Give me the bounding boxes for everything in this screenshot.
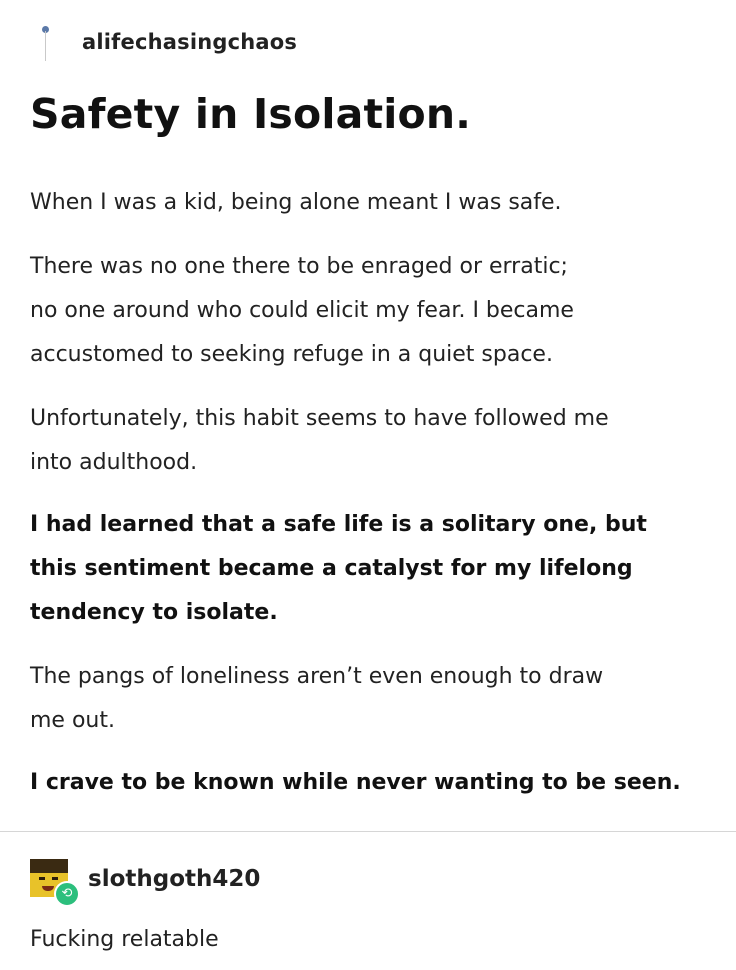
paragraph-6 <box>30 761 681 805</box>
pin-avatar-icon[interactable] <box>34 22 56 62</box>
avatar-hair <box>30 859 68 873</box>
reblog-username[interactable]: slothgoth420 <box>88 866 261 892</box>
paragraph-line: There was no one there to be enraged or erratic; <box>30 254 568 279</box>
paragraph-line: no one around who could elicit my fear. I became <box>30 298 574 323</box>
paragraph-line: I crave to be known while never wanting to be seen. <box>30 770 681 795</box>
paragraph-line: Unfortunately, this habit seems to have followed me <box>30 406 609 431</box>
post-header <box>34 22 297 62</box>
paragraph-line: I had learned that a safe life is a solitary one, but <box>30 512 647 537</box>
paragraph-line: into adulthood. <box>30 450 198 475</box>
reblog-divider <box>0 831 736 832</box>
pin-stem <box>45 31 46 61</box>
paragraph-line: me out. <box>30 708 115 733</box>
post-username[interactable]: alifechasingchaos <box>82 30 298 54</box>
paragraph-line: accustomed to seeking refuge in a quiet space. <box>30 342 553 367</box>
paragraph-line: When I was a kid, being alone meant I was safe. <box>30 190 562 215</box>
paragraph-line: The pangs of loneliness aren’t even enough to draw <box>30 664 604 689</box>
avatar-eye-right <box>52 877 58 880</box>
reblog-icon: ⟲ <box>54 881 80 907</box>
avatar-mouth <box>42 886 54 891</box>
paragraph-line: tendency to isolate. <box>30 600 278 625</box>
avatar-eye-left <box>39 877 45 880</box>
paragraph-line: this sentiment became a catalyst for my lifelong <box>30 556 633 581</box>
cartoon-avatar-icon[interactable] <box>30 859 76 905</box>
paragraph-5 <box>30 655 603 743</box>
paragraph-4 <box>30 503 647 635</box>
paragraph-1 <box>30 181 562 225</box>
reblog-header <box>30 855 260 909</box>
reblog-comment: Fucking relatable <box>30 927 219 952</box>
paragraph-3 <box>30 397 609 485</box>
paragraph-2 <box>30 245 574 377</box>
post-title: Safety in Isolation. <box>30 90 472 138</box>
